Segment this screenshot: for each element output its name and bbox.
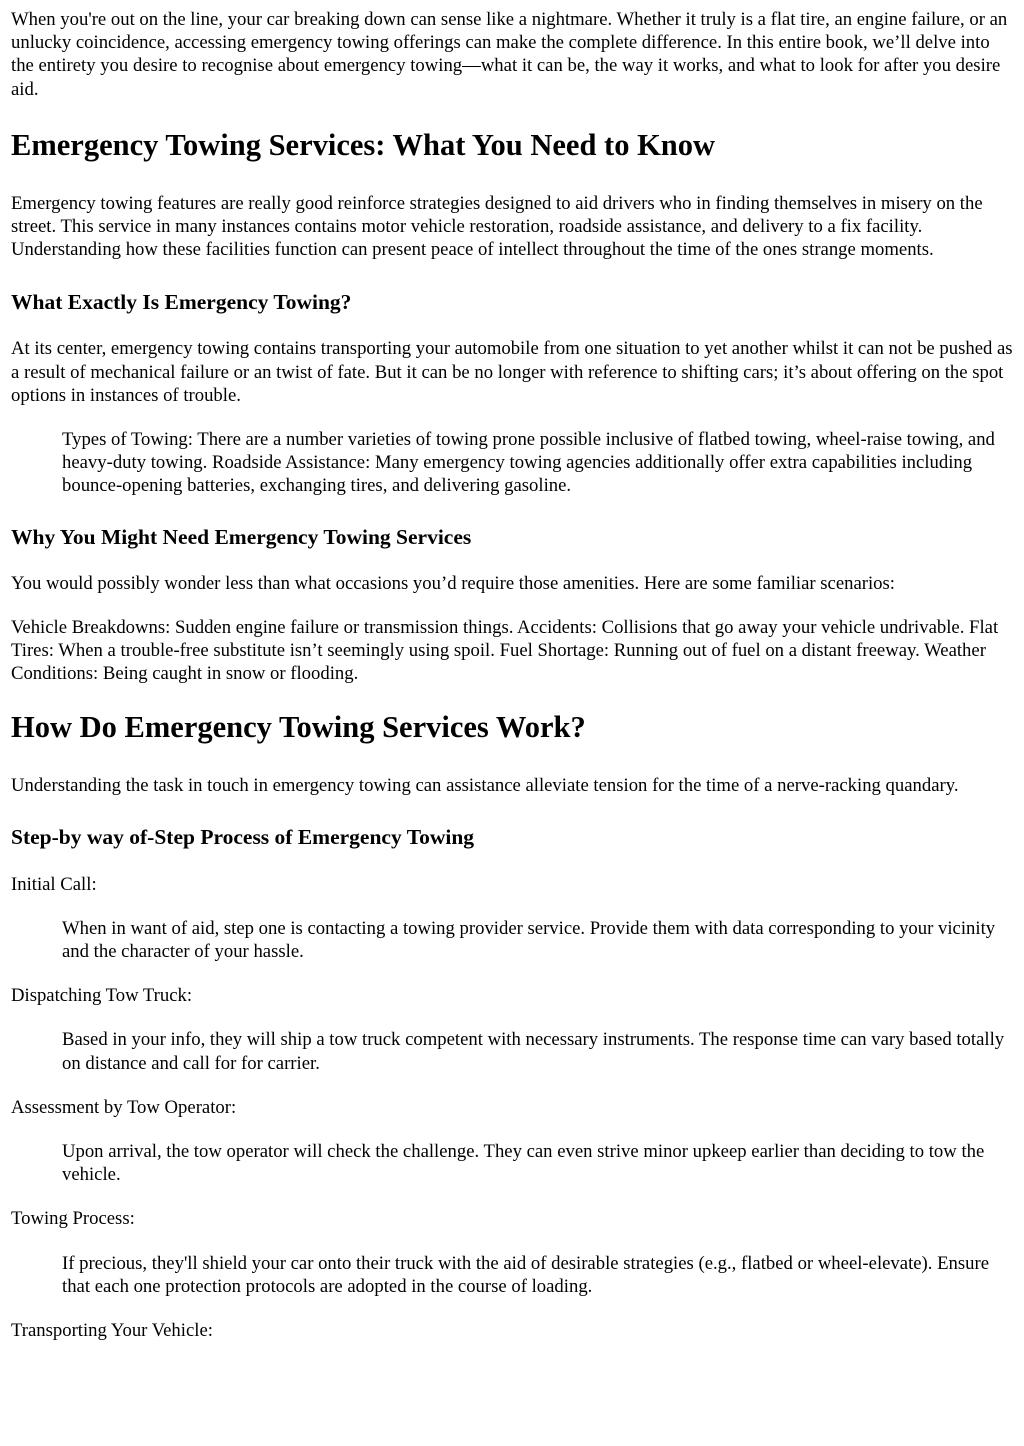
section-paragraph: Emergency towing features are really good reinforce strategies designed to aid drivers who in finding themselves in misery on the street. This service in many instances contains motor vehicle restoration, roadside assistance, and delivery to a fix facility. Understanding how these facilities function can present peace of intellect throughout the time of the ones strange moments. xyxy=(11,192,983,261)
step-label: Towing Process: xyxy=(11,1208,135,1230)
step-detail: If precious, they'll shield your car onto their truck with the aid of desirable strategies (e.g., flatbed or wheel-elevate). Ensure that each one protection protocols are adopted in the course of loading. xyxy=(62,1252,990,1297)
step-detail: Upon arrival, the tow operator will check the challenge. They can even strive minor upkeep earlier than deciding to tow the vehicle. xyxy=(62,1141,985,1186)
intro-paragraph: When you're out on the line, your car breaking down can sense like a nightmare. Whether it truly is a flat tire, an engine failure, or an unlucky coincidence, accessing emergency towing offerings can make the complete difference. In this entire book, we’ll delve into the entirety you desire to recognise about emergency towing—what it can be, the way it works, and what to look for after you desire aid. xyxy=(11,9,1008,100)
step-label: Transporting Your Vehicle: xyxy=(11,1320,213,1342)
why-need-paragraph: You would possibly wonder less than what occasions you’d require those amenities. Here are some familiar scenarios: xyxy=(11,572,895,594)
section-heading-what-you-need-to-know: Emergency Towing Services: What You Need to Know xyxy=(11,127,716,162)
step-label: Initial Call: xyxy=(11,873,97,895)
subheading-step-by-step-process: Step-by way of-Step Process of Emergency Towing xyxy=(11,824,475,849)
subheading-why-you-might-need: Why You Might Need Emergency Towing Services xyxy=(11,524,472,549)
subheading-what-is-emergency-towing: What Exactly Is Emergency Towing? xyxy=(11,290,352,315)
scenarios-paragraph: Vehicle Breakdowns: Sudden engine failure or transmission things. Accidents: Collisions that go away your vehicle undrivable. Flat Tires: When a trouble-free substitute isn’t seemingly using spoil. Fuel Shortage: Running out of fuel on a distant freeway. Weather Conditions: Being caught in snow or flooding. xyxy=(11,616,999,685)
what-is-paragraph: At its center, emergency towing contains transporting your automobile from one situation to yet another whilst it can not be pushed as a result of mechanical failure or an twist of fate. But it can be no longer with reference to shifting cars; it’s about offering on the spot options in instances of trouble. xyxy=(11,338,1013,406)
step-label: Assessment by Tow Operator: xyxy=(11,1096,237,1118)
types-blockquote: Types of Towing: There are a number varieties of towing prone possible inclusive of flatbed towing, wheel-raise towing, and heavy-duty towing. Roadside Assistance: Many emergency towing agencies additionally offer extra capabilities including bounce-opening batteries, exchanging tires, and delivering gasoline. xyxy=(62,429,995,497)
step-label: Dispatching Tow Truck: xyxy=(11,985,193,1007)
step-detail: When in want of aid, step one is contacting a towing provider service. Provide them with data corresponding to your vicinity and the character of your hassle. xyxy=(62,917,996,963)
step-detail: Based in your info, they will ship a tow truck competent with necessary instruments. The response time can vary based totally on distance and call for for carrier. xyxy=(62,1029,1005,1074)
how-it-works-paragraph: Understanding the task in touch in emergency towing can assistance alleviate tension for the time of a nerve-racking quandary. xyxy=(11,775,959,797)
section-heading-how-it-works: How Do Emergency Towing Services Work? xyxy=(11,710,586,745)
